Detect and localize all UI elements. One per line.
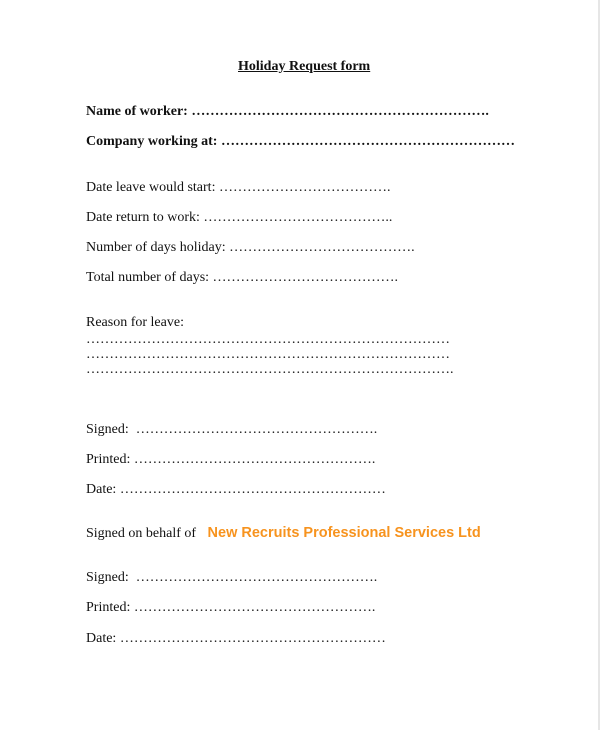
worker-name-label: Name of worker: — [86, 104, 188, 119]
reason-label: Reason for leave: — [86, 315, 184, 330]
start-date-row — [86, 180, 390, 196]
company-field[interactable]: ……………………………………………………… — [220, 134, 515, 149]
date-row — [86, 482, 386, 498]
total-days-label: Total number of days: — [86, 270, 210, 285]
behalf-label: Signed on behalf of — [86, 526, 197, 541]
signed-row — [86, 422, 377, 438]
worker-name-field[interactable]: ………………………………………………………. — [191, 104, 489, 119]
date-field-2[interactable]: ………………………………………………… — [119, 631, 386, 646]
holiday-days-field[interactable]: …………………………………. — [229, 240, 415, 255]
return-date-label: Date return to work: — [86, 210, 200, 225]
signed-label-2: Signed: — [86, 570, 129, 585]
printed-label-2: Printed: — [86, 600, 131, 615]
worker-name-row — [86, 104, 489, 120]
printed-row — [86, 452, 375, 468]
reason-line-2[interactable]: …………………………………………………………………… — [86, 347, 450, 362]
total-days-field[interactable]: …………………………………. — [212, 270, 399, 285]
date-row-2 — [86, 631, 386, 647]
total-days-row — [86, 270, 398, 286]
printed-label: Printed: — [86, 452, 131, 467]
form-title: Holiday Request form — [238, 59, 371, 74]
reason-line-3[interactable]: ……………………………………………………………………. — [86, 362, 454, 377]
behalf-row — [86, 525, 481, 542]
printed-field[interactable]: ……………………………………………. — [133, 452, 376, 467]
return-date-field[interactable]: ………………………………….. — [203, 210, 393, 225]
start-date-field[interactable]: ………………………………. — [218, 180, 391, 195]
signed-field-2[interactable]: ……………………………………………. — [135, 570, 378, 585]
printed-row-2 — [86, 600, 375, 616]
date-field[interactable]: ………………………………………………… — [119, 482, 386, 497]
signed-row-2 — [86, 570, 377, 586]
holiday-days-label: Number of days holiday: — [86, 240, 226, 255]
printed-field-2[interactable]: ……………………………………………. — [133, 600, 376, 615]
signed-label: Signed: — [86, 422, 129, 437]
start-date-label: Date leave would start: — [86, 180, 216, 195]
company-row — [86, 134, 515, 150]
reason-line-1[interactable]: …………………………………………………………………… — [86, 332, 450, 347]
company-name: New Recruits Professional Services Ltd — [207, 525, 481, 541]
signed-field[interactable]: ……………………………………………. — [135, 422, 378, 437]
date-label: Date: — [86, 482, 117, 497]
company-label: Company working at: — [86, 134, 218, 149]
return-date-row — [86, 210, 392, 226]
holiday-days-row — [86, 240, 415, 256]
date-label-2: Date: — [86, 631, 117, 646]
